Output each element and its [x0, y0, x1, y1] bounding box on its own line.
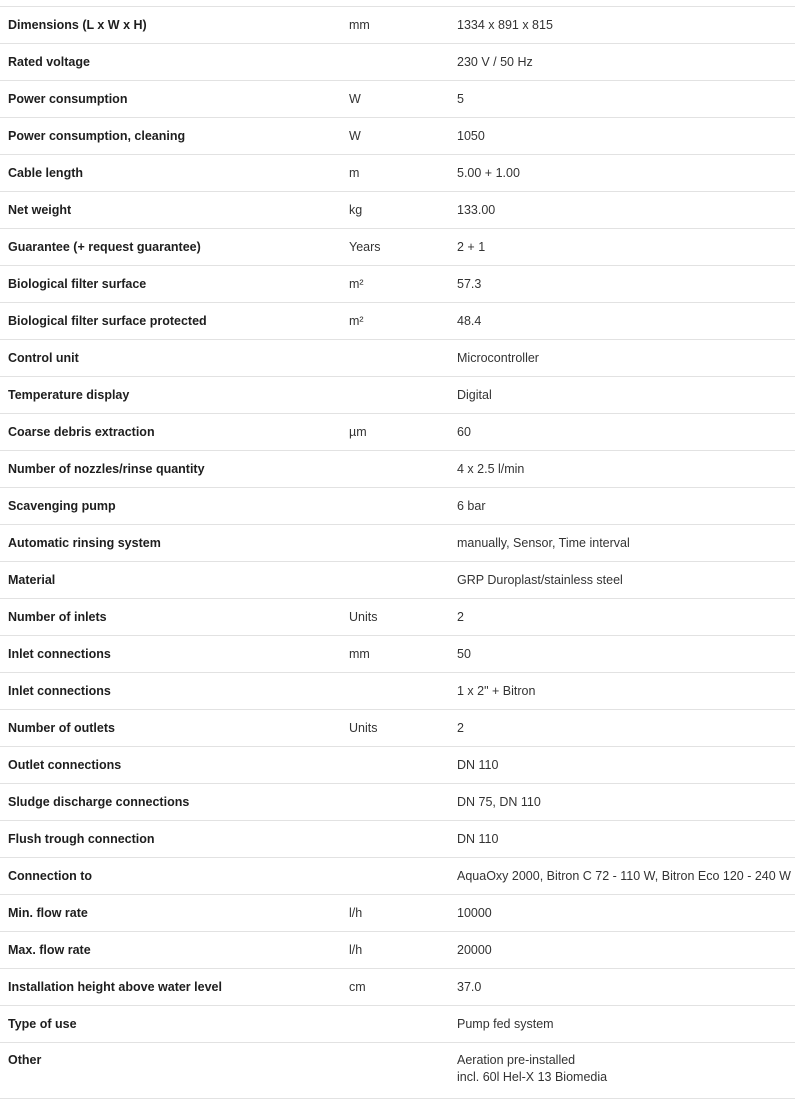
spec-label: Outlet connections: [8, 757, 122, 772]
spec-label: Inlet connections: [8, 683, 111, 698]
spec-row: [0, 710, 795, 747]
spec-unit: kg: [349, 202, 363, 217]
spec-unit: W: [349, 128, 361, 143]
spec-row: [0, 340, 795, 377]
spec-row: [0, 414, 795, 451]
spec-label: Temperature display: [8, 387, 130, 402]
spec-row: [0, 747, 795, 784]
spec-unit: [349, 377, 457, 414]
spec-label: Number of inlets: [8, 609, 107, 624]
spec-unit: [349, 784, 457, 821]
spec-row: [0, 118, 795, 155]
spec-value: DN 110: [457, 757, 499, 772]
spec-label: Type of use: [8, 1016, 77, 1031]
spec-unit: [349, 525, 457, 562]
spec-label: Rated voltage: [8, 54, 90, 69]
spec-value: [457, 1043, 795, 1099]
spec-value: DN 75, DN 110: [457, 794, 541, 809]
spec-unit: [349, 673, 457, 710]
spec-label: Control unit: [8, 350, 79, 365]
spec-value: 48.4: [457, 313, 482, 328]
spec-row: [0, 969, 795, 1006]
spec-row: [0, 895, 795, 932]
spec-unit: mm: [349, 646, 370, 661]
spec-unit: mm: [349, 17, 370, 32]
spec-value: Microcontroller: [457, 350, 539, 365]
spec-unit: Units: [349, 720, 378, 735]
spec-unit: [349, 821, 457, 858]
spec-row: [0, 44, 795, 81]
spec-value: 37.0: [457, 979, 482, 994]
spec-unit: [349, 562, 457, 599]
spec-value: DN 110: [457, 831, 499, 846]
spec-value-line: Aeration pre-installed: [457, 1053, 576, 1067]
spec-label: Max. flow rate: [8, 942, 91, 957]
spec-label: Net weight: [8, 202, 72, 217]
spec-label: Power consumption: [8, 91, 128, 106]
spec-unit: l/h: [349, 905, 363, 920]
spec-value: AquaOxy 2000, Bitron C 72 - 110 W, Bitron Eco 120 - 240 W: [457, 868, 791, 883]
spec-label: Number of outlets: [8, 720, 115, 735]
spec-label: Dimensions (L x W x H): [8, 17, 147, 32]
spec-row: [0, 266, 795, 303]
spec-value: 6 bar: [457, 498, 486, 513]
spec-row: [0, 858, 795, 895]
spec-label: Cable length: [8, 165, 84, 180]
spec-label: Installation height above water level: [8, 979, 222, 994]
spec-row: [0, 932, 795, 969]
spec-label: Connection to: [8, 868, 93, 883]
spec-unit: l/h: [349, 942, 363, 957]
spec-unit: [349, 858, 457, 895]
spec-value: 57.3: [457, 276, 482, 291]
spec-unit: [349, 747, 457, 784]
spec-unit: [349, 44, 457, 81]
spec-unit: m: [349, 165, 360, 180]
spec-unit: µm: [349, 424, 367, 439]
spec-row: [0, 562, 795, 599]
spec-label: Coarse debris extraction: [8, 424, 155, 439]
spec-unit: [349, 451, 457, 488]
spec-label: Biological filter surface protected: [8, 313, 207, 328]
spec-value: 60: [457, 424, 471, 439]
spec-value: 2: [457, 609, 464, 624]
spec-label: Automatic rinsing system: [8, 535, 161, 550]
spec-value: 1050: [457, 128, 485, 143]
spec-row: [0, 192, 795, 229]
spec-label: Sludge discharge connections: [8, 794, 190, 809]
spec-row: [0, 303, 795, 340]
spec-value: 1 x 2" + Bitron: [457, 683, 536, 698]
spec-row: [0, 7, 795, 44]
spec-value: GRP Duroplast/stainless steel: [457, 572, 623, 587]
spec-row: [0, 155, 795, 192]
spec-value: 4 x 2.5 l/min: [457, 461, 525, 476]
spec-label: Scavenging pump: [8, 498, 116, 513]
spec-row: [0, 229, 795, 266]
spec-row: [0, 377, 795, 414]
spec-unit: [349, 488, 457, 525]
spec-label: Guarantee (+ request guarantee): [8, 239, 201, 254]
spec-unit: W: [349, 91, 361, 106]
spec-value: 230 V / 50 Hz: [457, 54, 533, 69]
spec-unit: [349, 1006, 457, 1043]
spec-value: 50: [457, 646, 471, 661]
spec-row: [0, 81, 795, 118]
spec-value: 2: [457, 720, 464, 735]
spec-label: Min. flow rate: [8, 905, 88, 920]
spec-row: [0, 599, 795, 636]
spec-row: [0, 1006, 795, 1043]
spec-unit: Units: [349, 609, 378, 624]
specifications-body: [0, 7, 795, 1099]
spec-row: [0, 821, 795, 858]
spec-unit: m²: [349, 313, 364, 328]
spec-label: Inlet connections: [8, 646, 111, 661]
spec-value: Pump fed system: [457, 1016, 554, 1031]
spec-value: 2 + 1: [457, 239, 486, 254]
spec-row: [0, 488, 795, 525]
spec-row: [0, 636, 795, 673]
spec-label: Biological filter surface: [8, 276, 147, 291]
spec-label: Material: [8, 572, 56, 587]
spec-value-line: incl. 60l Hel-X 13 Biomedia: [457, 1070, 608, 1084]
spec-unit: cm: [349, 979, 366, 994]
spec-row: [0, 673, 795, 710]
spec-label: Flush trough connection: [8, 831, 155, 846]
spec-value: 20000: [457, 942, 492, 957]
spec-unit: [349, 1043, 457, 1099]
spec-unit: m²: [349, 276, 364, 291]
spec-label: Other: [8, 1053, 42, 1067]
spec-value: 5.00 + 1.00: [457, 165, 520, 180]
spec-row-other: [0, 1043, 795, 1099]
spec-label: Power consumption, cleaning: [8, 128, 186, 143]
spec-value: 10000: [457, 905, 492, 920]
spec-unit: [349, 340, 457, 377]
spec-value: 1334 x 891 x 815: [457, 17, 553, 32]
spec-value: 5: [457, 91, 464, 106]
spec-unit: Years: [349, 239, 381, 254]
spec-value: manually, Sensor, Time interval: [457, 535, 630, 550]
spec-row: [0, 451, 795, 488]
specifications-table: [0, 6, 795, 1099]
spec-row: [0, 525, 795, 562]
spec-value: Digital: [457, 387, 492, 402]
spec-row: [0, 784, 795, 821]
spec-value: 133.00: [457, 202, 496, 217]
spec-label: Number of nozzles/rinse quantity: [8, 461, 205, 476]
